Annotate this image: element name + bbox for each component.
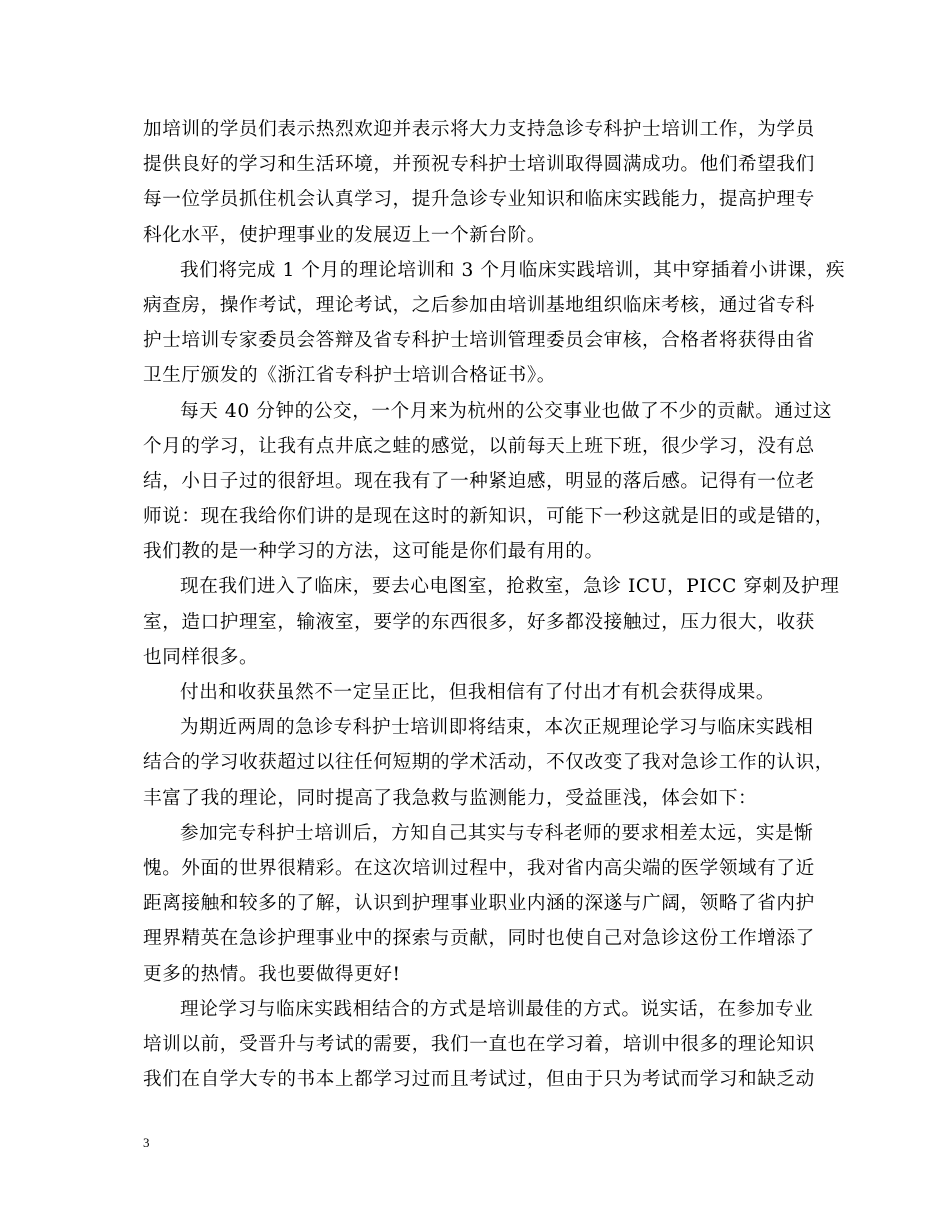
text-line: 愧。外面的世界很精彩。在这次培训过程中，我对省内高尖端的医学领域有了近: [143, 857, 815, 879]
text-line: 室，造口护理室，输液室，要学的东西很多，好多都没接触过，压力很大，收获: [143, 611, 815, 633]
paragraph-first-line: 现在我们进入了临床，要去心电图室，抢救室，急诊 ICU，PICC 穿刺及护理: [180, 576, 840, 598]
text-line: 卫生厅颁发的《浙江省专科护士培训合格证书》。: [143, 365, 556, 387]
text-line: 丰富了我的理论，同时提高了我急救与监测能力，受益匪浅，体会如下：: [143, 787, 758, 809]
text-line: 结，小日子过的很舒坦。现在我有了一种紧迫感，明显的落后感。记得有一位老: [143, 470, 815, 492]
paragraph-first-line: 每天 40 分钟的公交，一个月来为杭州的公交事业也做了不少的贡献。通过这: [180, 400, 833, 422]
paragraph-first-line: 付出和收获虽然不一定呈正比，但我相信有了付出才有机会获得成果。: [180, 682, 776, 703]
text-line: 更多的热情。我也要做得更好!: [143, 963, 401, 985]
text-line: 师说：现在我给你们讲的是现在这时的新知识，可能下一秒这就是旧的或是错的，: [143, 506, 834, 528]
text-line: 加培训的学员们表示热烈欢迎并表示将大力支持急诊专科护士培训工作，为学员: [143, 119, 815, 140]
text-line: 病查房，操作考试，理论考试，之后参加由培训基地组织临床考核，通过省专科: [143, 294, 815, 316]
text-line: 距离接触和较多的了解，认识到护理事业职业内涵的深遂与广阔，领略了省内护: [143, 893, 815, 915]
text-line: 培训以前，受晋升与考试的需要，我们一直也在学习着，培训中很多的理论知识: [143, 1033, 815, 1055]
text-line: 护士培训专家委员会答辩及省专科护士培训管理委员会审核，合格者将获得由省: [143, 330, 815, 352]
paragraph-first-line: 为期近两周的急诊专科护士培训即将结束，本次正规理论学习与临床实践相: [180, 717, 814, 739]
text-line: 每一位学员抓住机会认真学习，提升急诊专业知识和临床实践能力，提高护理专: [143, 189, 815, 211]
paragraph-first-line: 理论学习与临床实践相结合的方式是培训最佳的方式。说实话，在参加专业: [180, 998, 814, 1020]
body-text: [143, 112, 846, 1097]
text-line: 我们教的是一种学习的方法，这可能是你们最有用的。: [143, 541, 604, 563]
text-line: 结合的学习收获超过以往任何短期的学术活动，不仅改变了我对急诊工作的认识，: [143, 752, 834, 774]
text-line: 理界精英在急诊护理事业中的探索与贡献，同时也使自己对急诊这份工作增添了: [143, 928, 815, 950]
paragraph-first-line: 我们将完成 1 个月的理论培训和 3 个月临床实践培训，其中穿插着小讲课，疾: [180, 259, 846, 281]
text-line: 也同样很多。: [143, 646, 259, 668]
text-line: 提供良好的学习和生活环境，并预祝专科护士培训取得圆满成功。他们希望我们: [143, 154, 815, 176]
text-line: 我们在自学大专的书本上都学习过而且考试过，但由于只为考试而学习和缺乏动: [143, 1069, 815, 1091]
text-line: 科化水平，使护理事业的发展迈上一个新台阶。: [143, 224, 547, 246]
paragraph-first-line: 参加完专科护士培训后，方知自己其实与专科老师的要求相差太远，实是惭: [180, 822, 814, 844]
text-line: 个月的学习，让我有点井底之蛙的感觉，以前每天上班下班，很少学习，没有总: [143, 435, 815, 457]
page-number: 3: [143, 1135, 150, 1150]
